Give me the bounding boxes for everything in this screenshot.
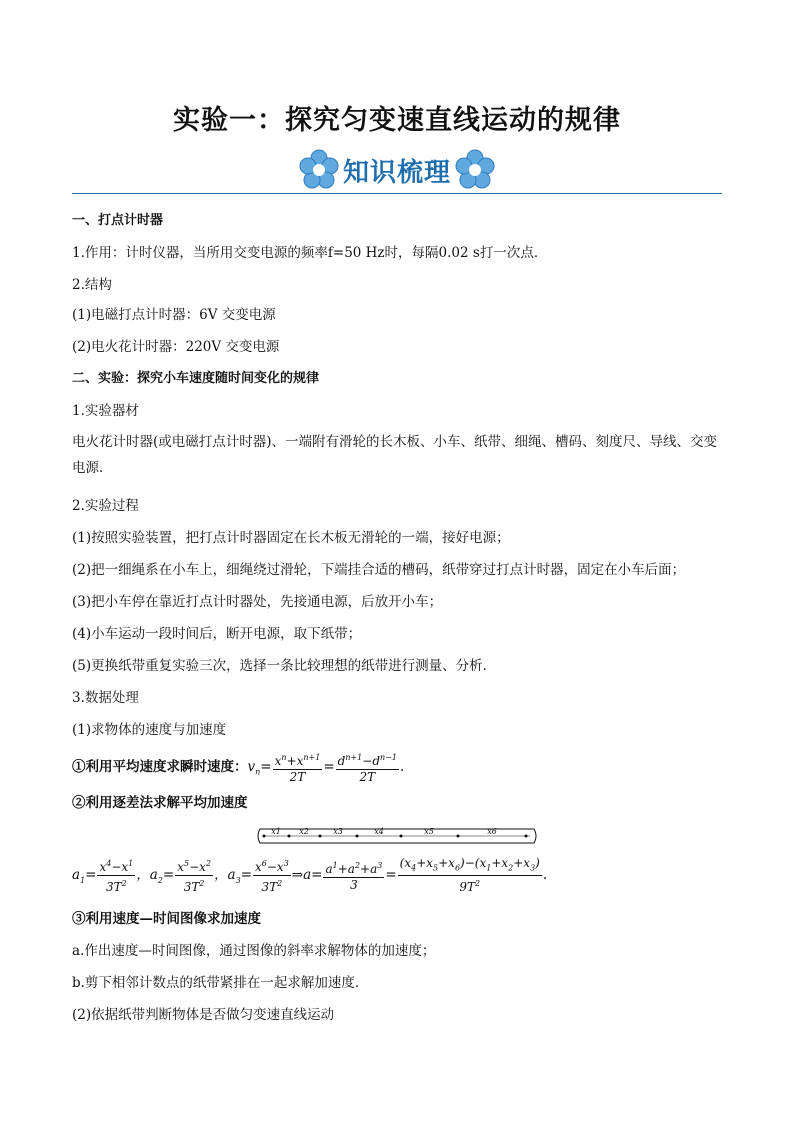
- paragraph: 1.实验器材: [72, 403, 139, 419]
- paragraph: 1.作用：计时仪器，当所用交变电源的频率f=50 Hz时，每隔0.02 s打一次点．: [72, 245, 548, 261]
- flower-icon: [453, 148, 497, 192]
- page-title: 实验一：探究匀变速直线运动的规律: [173, 105, 621, 136]
- list-item: (1)按照实验装置，把打点计时器固定在长木板无滑轮的一端，接好电源；: [72, 530, 510, 546]
- section-banner: [0, 148, 794, 194]
- list-item: (4)小车运动一段时间后，断开电源，取下纸带；: [72, 626, 362, 642]
- method-label: ③利用速度—时间图像求加速度: [72, 911, 261, 927]
- paragraph: 2.实验过程: [72, 498, 139, 514]
- paragraph: (2)依据纸带判断物体是否做匀变速直线运动: [72, 1007, 335, 1023]
- paragraph: (1)电磁打点计时器：6V 交变电源: [72, 307, 276, 323]
- flower-icon: [297, 148, 341, 192]
- tape-label: x4: [374, 827, 384, 836]
- paragraph: (1)求物体的速度与加速度: [72, 722, 227, 738]
- list-item: b.剪下相邻计数点的纸带紧排在一起求解加速度．: [72, 975, 369, 991]
- list-item: a.作出速度—时间图像，通过图像的斜率求解物体的加速度；: [72, 943, 436, 959]
- tape-label: x5: [424, 827, 434, 836]
- section-heading: 一、打点计时器: [72, 213, 164, 228]
- paragraph: 电火花计时器(或电磁打点计时器)、一端附有滑轮的长木板、小车、纸带、细绳、槽码、刻度尺、导线、交变电源．: [72, 434, 718, 476]
- paragraph: (2)电火花计时器：220V 交变电源: [72, 339, 280, 355]
- banner-label: 知识梳理: [342, 157, 451, 188]
- tape-label: x2: [299, 827, 309, 836]
- method-line: [72, 750, 404, 785]
- paper-tape-diagram: [256, 826, 538, 846]
- method-label: ②利用逐差法求解平均加速度: [72, 795, 248, 811]
- list-item: (5)更换纸带重复实验三次，选择一条比较理想的纸带进行测量、分析．: [72, 658, 497, 674]
- paragraph: 3.数据处理: [72, 690, 139, 706]
- formula-velocity: $v_n=$ $\frac{x^n+x^{n+1}}{2T}$ = $\frac{d^{n+1}-d^{n-1}}{2T}$ .: [248, 759, 405, 775]
- banner-rule: [72, 193, 722, 194]
- section-heading: 二、实验：探究小车速度随时间变化的规律: [72, 371, 320, 386]
- paragraph: 2.结构: [72, 277, 112, 293]
- tape-label: x3: [333, 827, 343, 836]
- method-label: ①利用平均速度求瞬时速度：: [72, 759, 248, 775]
- list-item: (2)把一细绳系在小车上，细绳绕过滑轮，下端挂合适的槽码，纸带穿过打点计时器，固定在小车后面；: [72, 562, 686, 578]
- tape-label: x6: [487, 827, 497, 836]
- tape-label: x1: [271, 827, 281, 836]
- formula-acceleration: $a_1=$ $\frac{x^4-x^1}{3T^2}$ ，$a_2=$ $\frac{x^5-x^2}{3T^2}$ ，$a_3=$ $\frac{x^6-x^3}{3T^2}$ ⇒a= $\frac{a^1+a^2+a^3}{3}$ = $\frac{(x_4+x_5+x_6)-(x_1+x_2+x_3)}{9T^2}$ .: [72, 856, 548, 895]
- list-item: (3)把小车停在靠近打点计时器处，先接通电源，后放开小车；: [72, 594, 443, 610]
